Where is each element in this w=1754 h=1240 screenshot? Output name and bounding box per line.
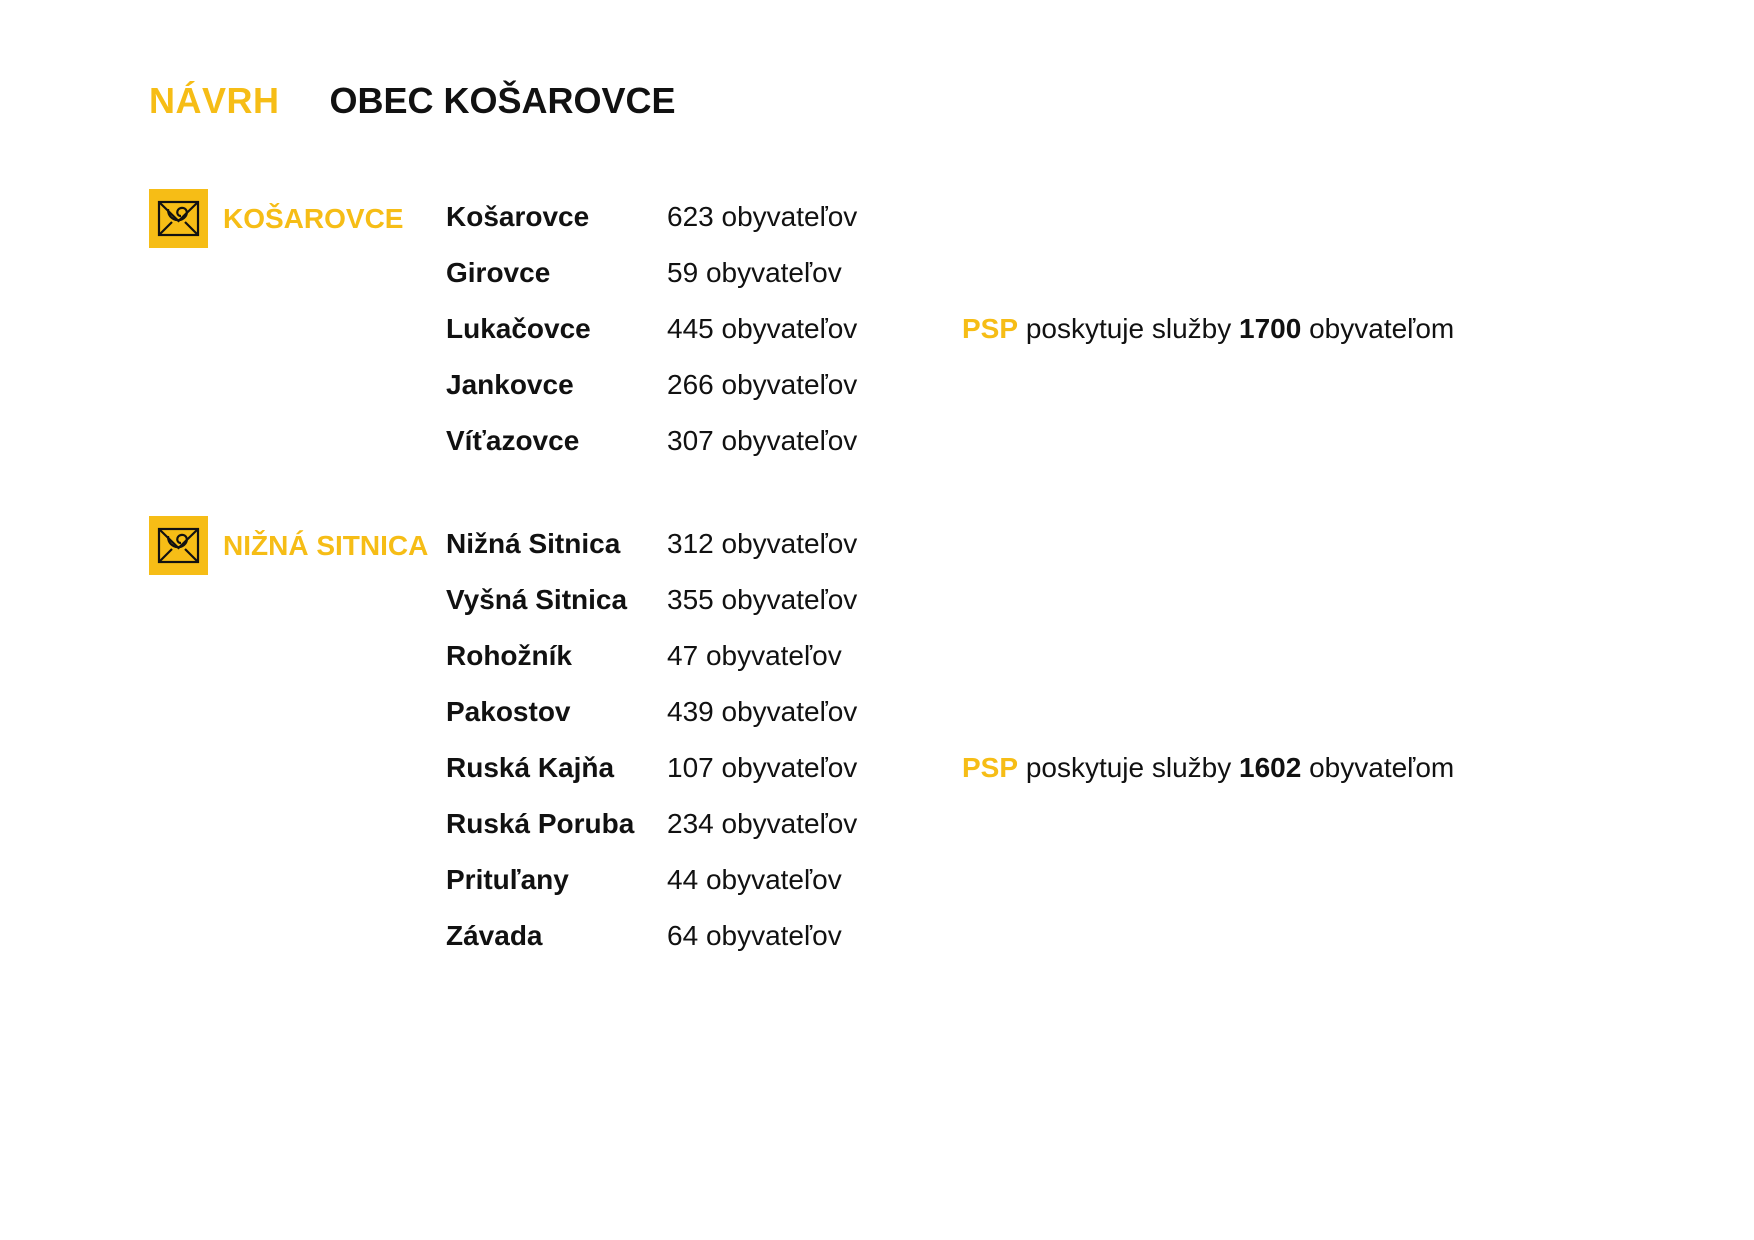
village-row	[149, 245, 1549, 301]
village-population	[667, 425, 857, 457]
psp-label: PSP	[962, 313, 1019, 344]
summary-unit: obyvateľom	[1309, 752, 1455, 783]
psp-summary	[962, 313, 1454, 345]
population-unit: obyvateľov	[721, 752, 858, 783]
village-population	[667, 808, 857, 840]
village-population	[667, 696, 857, 728]
village-name: Závada	[446, 920, 543, 951]
village-population	[667, 313, 857, 345]
draft-label: NÁVRH	[149, 80, 280, 121]
population-unit: obyvateľov	[705, 920, 842, 951]
population-unit: obyvateľov	[721, 584, 858, 615]
population-value: 445	[667, 313, 714, 344]
page-header	[149, 76, 676, 126]
group-name: NIŽNÁ SITNICA	[223, 530, 429, 561]
village-name: Lukačovce	[446, 313, 591, 344]
population-value: 355	[667, 584, 714, 615]
village-row	[149, 572, 1549, 628]
population-unit: obyvateľov	[721, 313, 858, 344]
population-unit: obyvateľov	[721, 425, 858, 456]
summary-total: 1700	[1239, 313, 1302, 344]
page-title: OBEC KOŠAROVCE	[329, 80, 676, 121]
village-name: Košarovce	[446, 201, 590, 232]
village-row	[149, 684, 1549, 740]
village-population	[667, 640, 842, 672]
population-value: 47	[667, 640, 699, 671]
village-row	[149, 357, 1549, 413]
village-name: Pakostov	[446, 696, 571, 727]
village-population	[667, 528, 857, 560]
population-value: 59	[667, 257, 699, 288]
population-value: 623	[667, 201, 714, 232]
population-value: 266	[667, 369, 714, 400]
population-value: 439	[667, 696, 714, 727]
summary-text: poskytuje služby	[1025, 313, 1232, 344]
village-row	[149, 908, 1549, 964]
village-name: Prituľany	[446, 864, 569, 895]
village-population	[667, 584, 857, 616]
summary-unit: obyvateľom	[1309, 313, 1455, 344]
population-unit: obyvateľov	[721, 201, 858, 232]
village-population	[667, 201, 857, 233]
village-population	[667, 369, 857, 401]
village-name: Víťazovce	[446, 425, 580, 456]
village-name: Ruská Kajňa	[446, 752, 615, 783]
population-unit: obyvateľov	[721, 808, 858, 839]
population-unit: obyvateľov	[705, 257, 842, 288]
village-name: Ruská Poruba	[446, 808, 635, 839]
village-name: Girovce	[446, 257, 551, 288]
population-unit: obyvateľov	[705, 864, 842, 895]
population-value: 312	[667, 528, 714, 559]
group-name: KOŠAROVCE	[223, 203, 404, 234]
summary-total: 1602	[1239, 752, 1302, 783]
population-value: 234	[667, 808, 714, 839]
population-value: 44	[667, 864, 699, 895]
psp-summary	[962, 752, 1454, 784]
village-row	[149, 628, 1549, 684]
psp-label: PSP	[962, 752, 1019, 783]
village-row	[149, 740, 1549, 796]
village-name: Nižná Sitnica	[446, 528, 621, 559]
population-unit: obyvateľov	[721, 696, 858, 727]
population-unit: obyvateľov	[705, 640, 842, 671]
village-name: Rohožník	[446, 640, 572, 671]
summary-text: poskytuje služby	[1025, 752, 1232, 783]
population-unit: obyvateľov	[721, 528, 858, 559]
population-value: 307	[667, 425, 714, 456]
village-row	[149, 413, 1549, 469]
village-population	[667, 864, 842, 896]
village-population	[667, 257, 842, 289]
population-unit: obyvateľov	[721, 369, 858, 400]
population-value: 64	[667, 920, 699, 951]
village-row	[149, 189, 1549, 245]
village-population	[667, 752, 857, 784]
village-name: Jankovce	[446, 369, 574, 400]
village-row	[149, 796, 1549, 852]
village-name: Vyšná Sitnica	[446, 584, 628, 615]
village-row	[149, 301, 1549, 357]
population-value: 107	[667, 752, 714, 783]
village-population	[667, 920, 842, 952]
village-row	[149, 852, 1549, 908]
village-row	[149, 516, 1549, 572]
